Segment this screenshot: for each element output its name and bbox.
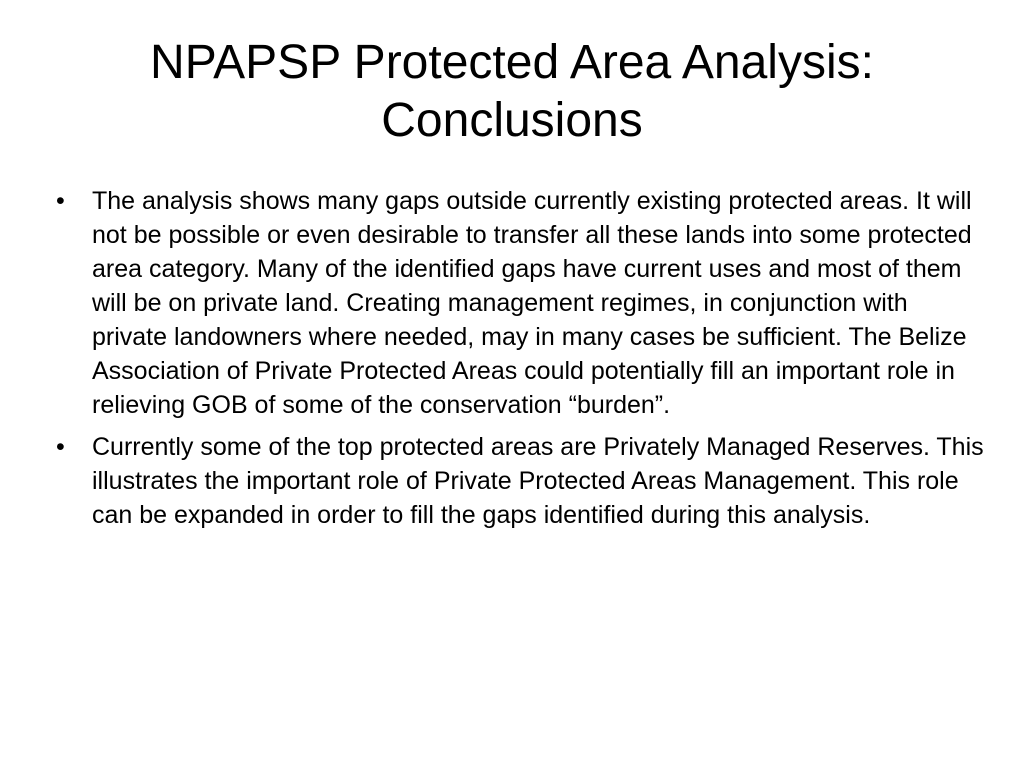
bullet-list	[56, 184, 986, 540]
bullet-item-2	[56, 430, 986, 532]
bullet-marker-icon: •	[56, 187, 65, 215]
bullet-text: The analysis shows many gaps outside currently existing protected areas. It will not be possible or even desirable to transfer all these lands into some protected area category. Many of the identified gaps have current uses and most of them will be on private land. Creating management regimes, in conjunction with private landowners where needed, may in many cases be sufficient. The Belize Association of Private Protected Areas could potentially fill an important role in relieving GOB of some of the conservation “burden”.	[92, 187, 972, 419]
bullet-text: Currently some of the top protected areas are Privately Managed Reserves. This illustrates the important role of Private Protected Areas Management. This role can be expanded in order to fill the gaps identified during this analysis.	[92, 433, 984, 529]
slide-title: NPAPSP Protected Area Analysis: Conclusions	[150, 36, 874, 147]
bullet-marker-icon: •	[56, 433, 65, 461]
bullet-item-1	[56, 184, 986, 422]
